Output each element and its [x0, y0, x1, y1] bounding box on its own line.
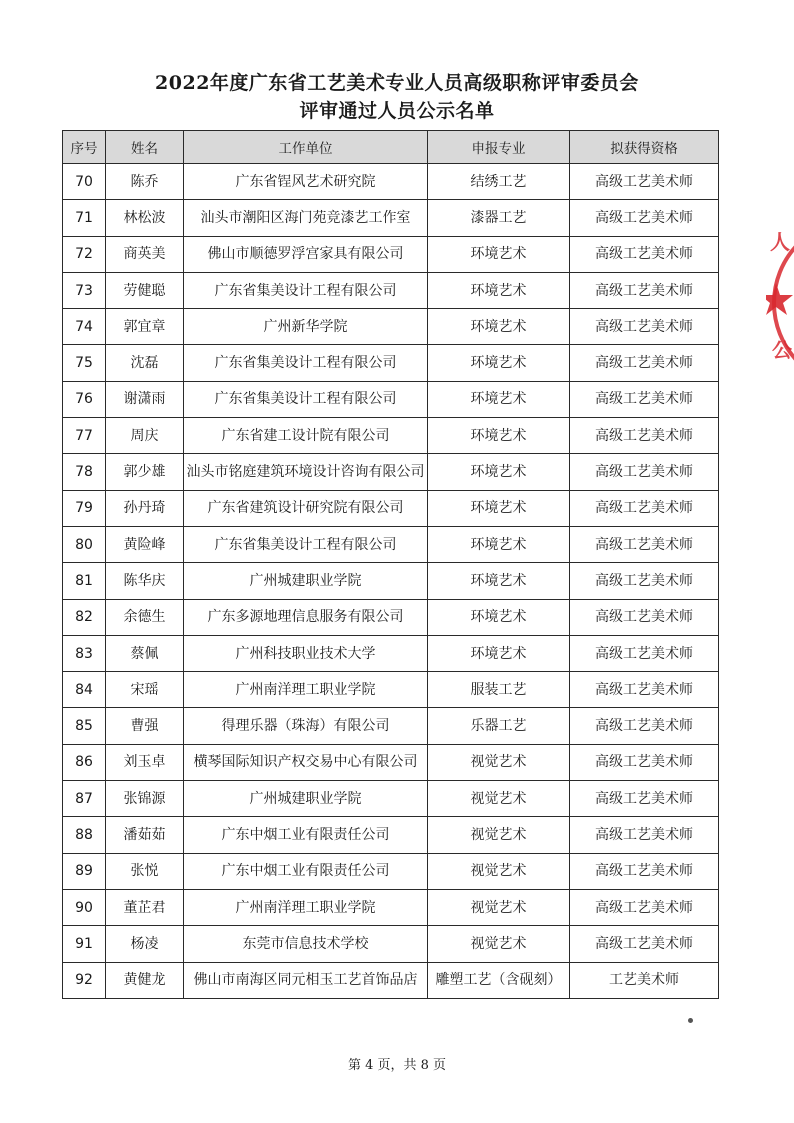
- name-cell: 黄健龙: [106, 962, 184, 998]
- name-cell: 宋瑶: [106, 672, 184, 708]
- qualification-cell: 高级工艺美术师: [570, 345, 719, 381]
- table-header: [63, 131, 719, 164]
- employer-cell: 广州新华学院: [184, 309, 428, 345]
- table-row: [63, 526, 719, 562]
- serial-cell: 82: [63, 599, 106, 635]
- qualification-cell: 高级工艺美术师: [570, 853, 719, 889]
- table-row: [63, 200, 719, 236]
- specialty-cell: 视觉艺术: [428, 781, 570, 817]
- seal-graphic: [766, 215, 794, 390]
- serial-cell: 79: [63, 490, 106, 526]
- header-name: 姓名: [106, 131, 184, 164]
- name-cell: 董芷君: [106, 889, 184, 925]
- employer-cell: 广东中烟工业有限责任公司: [184, 853, 428, 889]
- employer-cell: 广东省集美设计工程有限公司: [184, 381, 428, 417]
- qualification-cell: 高级工艺美术师: [570, 599, 719, 635]
- table-row: [63, 490, 719, 526]
- seal-character: 人: [770, 230, 790, 254]
- qualification-cell: 高级工艺美术师: [570, 817, 719, 853]
- serial-cell: 78: [63, 454, 106, 490]
- serial-cell: 84: [63, 672, 106, 708]
- document-title-line1: 2022年度广东省工艺美术专业人员高级职称评审委员会: [155, 72, 639, 94]
- serial-cell: 87: [63, 781, 106, 817]
- table-row: [63, 454, 719, 490]
- name-cell: 郭宜章: [106, 309, 184, 345]
- specialty-cell: 环境艺术: [428, 635, 570, 671]
- name-cell: 陈乔: [106, 164, 184, 200]
- table-row: [63, 962, 719, 998]
- name-cell: 曹强: [106, 708, 184, 744]
- serial-cell: 89: [63, 853, 106, 889]
- table-row: [63, 563, 719, 599]
- table-row: [63, 164, 719, 200]
- name-cell: 陈华庆: [106, 563, 184, 599]
- employer-cell: 广东省集美设计工程有限公司: [184, 345, 428, 381]
- qualification-cell: 高级工艺美术师: [570, 526, 719, 562]
- table-row: [63, 236, 719, 272]
- qualification-cell: 高级工艺美术师: [570, 708, 719, 744]
- specialty-cell: 环境艺术: [428, 345, 570, 381]
- serial-cell: 86: [63, 744, 106, 780]
- qualification-cell: 工艺美术师: [570, 962, 719, 998]
- table-row: [63, 672, 719, 708]
- table-row: [63, 889, 719, 925]
- name-cell: 余德生: [106, 599, 184, 635]
- qualification-cell: 高级工艺美术师: [570, 490, 719, 526]
- specialty-cell: 环境艺术: [428, 454, 570, 490]
- qualification-cell: 高级工艺美术师: [570, 200, 719, 236]
- specialty-cell: 环境艺术: [428, 526, 570, 562]
- employer-cell: 广东省建筑设计研究院有限公司: [184, 490, 428, 526]
- qualification-cell: 高级工艺美术师: [570, 309, 719, 345]
- specialty-cell: 环境艺术: [428, 272, 570, 308]
- specialty-cell: 漆器工艺: [428, 200, 570, 236]
- qualification-cell: 高级工艺美术师: [570, 926, 719, 962]
- specialty-cell: 环境艺术: [428, 490, 570, 526]
- employer-cell: 广东中烟工业有限责任公司: [184, 817, 428, 853]
- qualification-cell: 高级工艺美术师: [570, 381, 719, 417]
- employer-cell: 得理乐器（珠海）有限公司: [184, 708, 428, 744]
- red-seal-stamp: [766, 215, 794, 390]
- specialty-cell: 视觉艺术: [428, 853, 570, 889]
- employer-cell: 汕头市潮阳区海门苑竞漆艺工作室: [184, 200, 428, 236]
- name-cell: 杨凌: [106, 926, 184, 962]
- employer-cell: 广东省锃风艺术研究院: [184, 164, 428, 200]
- serial-cell: 92: [63, 962, 106, 998]
- table-row: [63, 744, 719, 780]
- employer-cell: 东莞市信息技术学校: [184, 926, 428, 962]
- employer-cell: 广州城建职业学院: [184, 563, 428, 599]
- name-cell: 刘玉卓: [106, 744, 184, 780]
- serial-cell: 71: [63, 200, 106, 236]
- employer-cell: 佛山市南海区同元相玉工艺首饰品店: [184, 962, 428, 998]
- specialty-cell: 环境艺术: [428, 563, 570, 599]
- table-row: [63, 599, 719, 635]
- name-cell: 蔡佩: [106, 635, 184, 671]
- specialty-cell: 乐器工艺: [428, 708, 570, 744]
- employer-cell: 广州科技职业技术大学: [184, 635, 428, 671]
- specialty-cell: 视觉艺术: [428, 817, 570, 853]
- name-cell: 潘茹茹: [106, 817, 184, 853]
- qualification-cell: 高级工艺美术师: [570, 889, 719, 925]
- qualification-cell: 高级工艺美术师: [570, 744, 719, 780]
- qualification-cell: 高级工艺美术师: [570, 236, 719, 272]
- employer-cell: 汕头市铭庭建筑环境设计咨询有限公司: [184, 454, 428, 490]
- qualification-cell: 高级工艺美术师: [570, 164, 719, 200]
- serial-cell: 73: [63, 272, 106, 308]
- name-cell: 孙丹琦: [106, 490, 184, 526]
- employer-cell: 广州南洋理工职业学院: [184, 889, 428, 925]
- name-cell: 周庆: [106, 418, 184, 454]
- header-qualification: 拟获得资格: [570, 131, 719, 164]
- table-row: [63, 635, 719, 671]
- specialty-cell: 服装工艺: [428, 672, 570, 708]
- name-cell: 黄险峰: [106, 526, 184, 562]
- page-number-footer: 第 4 页，共 8 页: [347, 1058, 447, 1073]
- name-cell: 林松波: [106, 200, 184, 236]
- qualification-cell: 高级工艺美术师: [570, 272, 719, 308]
- specialty-cell: 视觉艺术: [428, 744, 570, 780]
- name-cell: 张悦: [106, 853, 184, 889]
- table-row: [63, 381, 719, 417]
- table-row: [63, 817, 719, 853]
- header-row: [63, 131, 719, 164]
- table-row: [63, 309, 719, 345]
- qualification-cell: 高级工艺美术师: [570, 418, 719, 454]
- table-row: [63, 272, 719, 308]
- table-row: [63, 926, 719, 962]
- specialty-cell: 环境艺术: [428, 599, 570, 635]
- name-cell: 沈磊: [106, 345, 184, 381]
- table-row: [63, 781, 719, 817]
- personnel-table: [62, 130, 719, 999]
- header-employer: 工作单位: [184, 131, 428, 164]
- qualification-cell: 高级工艺美术师: [570, 781, 719, 817]
- name-cell: 劳健聪: [106, 272, 184, 308]
- employer-cell: 佛山市顺德罗浮宫家具有限公司: [184, 236, 428, 272]
- employer-cell: 广东省集美设计工程有限公司: [184, 526, 428, 562]
- serial-cell: 74: [63, 309, 106, 345]
- serial-cell: 88: [63, 817, 106, 853]
- specialty-cell: 环境艺术: [428, 236, 570, 272]
- serial-cell: 91: [63, 926, 106, 962]
- serial-cell: 76: [63, 381, 106, 417]
- table-row: [63, 345, 719, 381]
- table-body: [63, 164, 719, 999]
- serial-cell: 85: [63, 708, 106, 744]
- employer-cell: 广东省集美设计工程有限公司: [184, 272, 428, 308]
- name-cell: 郭少雄: [106, 454, 184, 490]
- seal-character: 公: [772, 338, 792, 362]
- employer-cell: 广州城建职业学院: [184, 781, 428, 817]
- header-specialty: 申报专业: [428, 131, 570, 164]
- serial-cell: 75: [63, 345, 106, 381]
- specialty-cell: 视觉艺术: [428, 926, 570, 962]
- serial-cell: 70: [63, 164, 106, 200]
- scan-speck: [688, 1018, 693, 1023]
- employer-cell: 横琴国际知识产权交易中心有限公司: [184, 744, 428, 780]
- table-row: [63, 418, 719, 454]
- specialty-cell: 环境艺术: [428, 309, 570, 345]
- seal-star: [766, 283, 793, 315]
- serial-cell: 72: [63, 236, 106, 272]
- employer-cell: 广州南洋理工职业学院: [184, 672, 428, 708]
- serial-cell: 83: [63, 635, 106, 671]
- serial-cell: 80: [63, 526, 106, 562]
- employer-cell: 广东省建工设计院有限公司: [184, 418, 428, 454]
- qualification-cell: 高级工艺美术师: [570, 454, 719, 490]
- specialty-cell: 环境艺术: [428, 381, 570, 417]
- name-cell: 张锦源: [106, 781, 184, 817]
- name-cell: 谢潇雨: [106, 381, 184, 417]
- qualification-cell: 高级工艺美术师: [570, 672, 719, 708]
- specialty-cell: 环境艺术: [428, 418, 570, 454]
- employer-cell: 广东多源地理信息服务有限公司: [184, 599, 428, 635]
- serial-cell: 81: [63, 563, 106, 599]
- header-serial: 序号: [63, 131, 106, 164]
- qualification-cell: 高级工艺美术师: [570, 635, 719, 671]
- specialty-cell: 雕塑工艺（含砚刻）: [428, 962, 570, 998]
- specialty-cell: 结绣工艺: [428, 164, 570, 200]
- table-row: [63, 708, 719, 744]
- document-title-line2: 评审通过人员公示名单: [299, 100, 495, 122]
- serial-cell: 77: [63, 418, 106, 454]
- qualification-cell: 高级工艺美术师: [570, 563, 719, 599]
- table-row: [63, 853, 719, 889]
- name-cell: 商英美: [106, 236, 184, 272]
- serial-cell: 90: [63, 889, 106, 925]
- specialty-cell: 视觉艺术: [428, 889, 570, 925]
